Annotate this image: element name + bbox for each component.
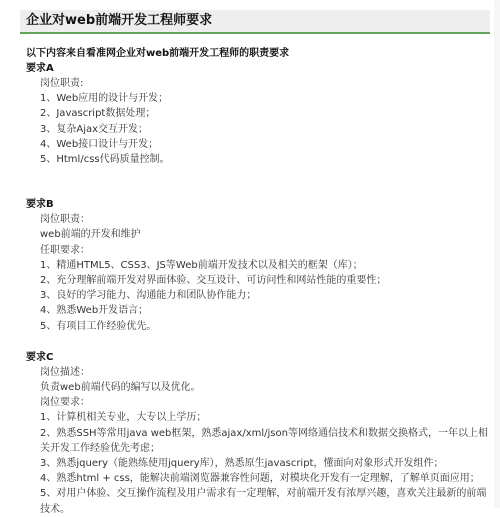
spacer xyxy=(26,182,496,197)
section-b-body xyxy=(26,212,496,334)
section-a-line: 5、Html/css代码质量控制。 xyxy=(40,154,170,166)
section-b-line: 4、熟悉Web开发语言； xyxy=(40,305,149,317)
section-c-line: 1、计算机相关专业，大专以上学历； xyxy=(40,412,207,424)
section-a-line: 4、Web接口设计与开发； xyxy=(40,138,159,150)
section-a-line: 岗位职责: xyxy=(40,78,84,89)
section-c-heading: 要求C xyxy=(26,351,54,363)
article-content xyxy=(26,46,496,517)
section-a-line: 3、复杂Ajax交互开发； xyxy=(40,123,149,135)
scrollbar[interactable] xyxy=(494,0,500,508)
spacer xyxy=(26,334,496,350)
section-b-line: 岗位职责： xyxy=(40,214,90,226)
section-b-line: 5、有项目工作经验优先。 xyxy=(40,320,157,332)
spacer xyxy=(26,167,496,182)
section-b-line: 2、充分理解前端开发对界面体验、交互设计、可访问性和网站性能的重要性； xyxy=(40,275,387,287)
section-c-line: 3、熟悉jquery（能熟练使用jquery库），熟悉原生javascript，懂面向对象形式开发组件； xyxy=(40,458,444,470)
section-c-line: 5、对用户体验、交互操作流程及用户需求有一定理解，对前端开发有浓厚兴趣，喜欢关注最新的前端技术。 xyxy=(40,488,487,515)
title-bar xyxy=(20,10,490,34)
page-title: 企业对web前端开发工程师要求 xyxy=(26,13,213,28)
section-b-heading: 要求B xyxy=(26,199,54,211)
intro-text: 以下内容来自看准网企业对web前端开发工程师的职责要求 xyxy=(26,48,290,59)
section-c-line: 岗位要求： xyxy=(40,397,90,409)
section-a-line: 2、Javascript数据处理； xyxy=(40,108,156,120)
section-c-line: 岗位描述： xyxy=(40,366,90,378)
section-c-body xyxy=(26,365,496,517)
section-b-line: 3、良好的学习能力、沟通能力和团队协作能力； xyxy=(40,290,257,302)
section-b-line: 任职要求： xyxy=(40,244,90,256)
section-c-line: 负责web前端代码的编写以及优化。 xyxy=(40,382,201,394)
section-c-line: 2、熟悉SSH等常用java web框架，熟悉ajax/xml/json等网络通信技术和数据交换格式，一年以上相关开发工作经验优先考虑； xyxy=(40,427,488,454)
section-c-line: 4、熟悉html + css，能解决前端浏览器兼容性问题，对模块化开发有一定理解，了解单页面应用； xyxy=(40,473,480,485)
section-a-line: 1、Web应用的设计与开发； xyxy=(40,93,169,105)
section-a-body xyxy=(26,76,496,167)
section-b-line: web前端的开发和维护 xyxy=(40,229,141,241)
section-a-heading: 要求A xyxy=(26,63,54,74)
section-b-line: 1、精通HTML5、CSS3、JS等Web前端开发技术以及相关的框架（库）； xyxy=(40,259,363,271)
